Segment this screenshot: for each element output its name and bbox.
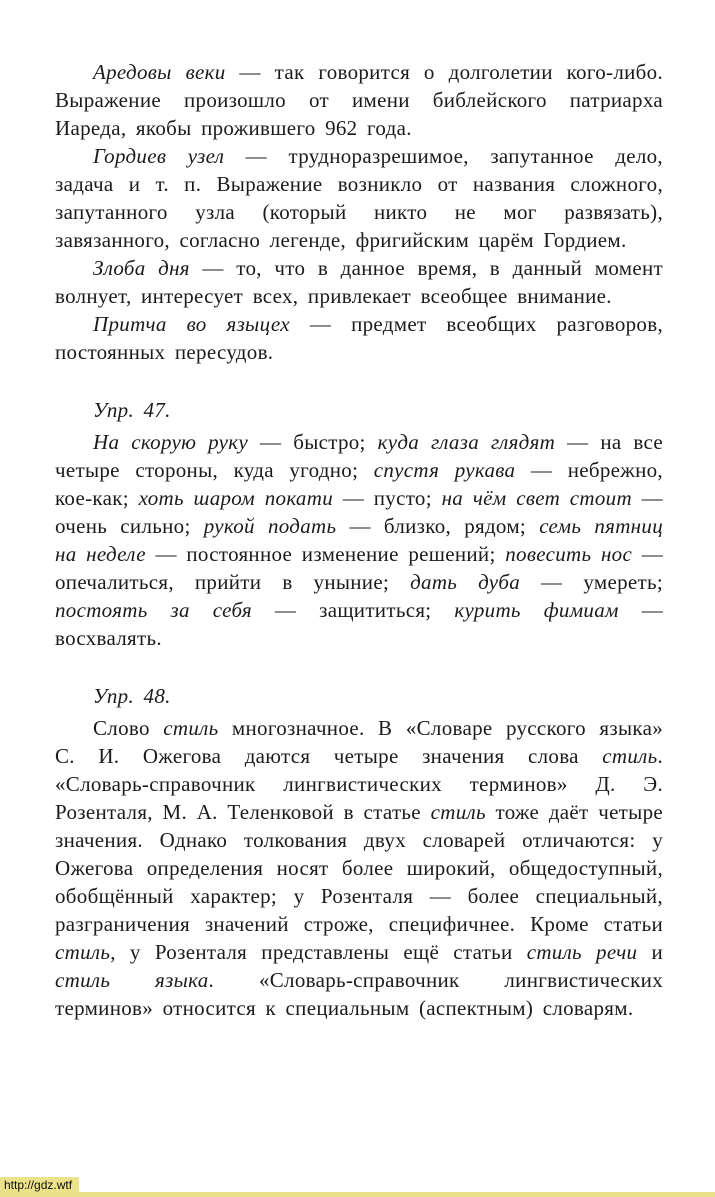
italic-term: Злоба дня xyxy=(93,256,190,280)
paragraph xyxy=(55,58,663,142)
italic-term: куда глаза глядят xyxy=(377,430,556,454)
italic-term: стиль xyxy=(163,716,219,740)
text-segment: Слово xyxy=(93,716,164,740)
text-segment: — опечалиться, прийти в уныние; xyxy=(55,542,664,594)
italic-term: дать дуба xyxy=(410,570,521,594)
italic-term: Упр. 48. xyxy=(93,684,171,708)
text-segment: — на все четыре стороны, куда угодно; xyxy=(55,430,664,482)
text-segment: многозначное. В «Словаре русского языка» С. И. Ожегова даются четыре значения слова xyxy=(55,716,663,768)
text-segment: — так говорится о долголетии кого-либо. Выражение произошло от имени библейского патриарха Иареда, якобы прожившего 962 года. xyxy=(55,60,663,140)
italic-term: Гордиев узел xyxy=(93,144,225,168)
italic-term: стиль xyxy=(602,744,658,768)
text-segment: — быстро; xyxy=(248,430,378,454)
text-segment: — то, что в данное время, в данный момент волнует, интересует всех, привлекает всеобщее внимание. xyxy=(55,256,663,308)
paragraph xyxy=(55,254,663,310)
exercise-heading xyxy=(55,682,663,710)
italic-term: семь пятниц на неделе xyxy=(55,514,663,566)
text-segment: — восхвалять. xyxy=(55,598,663,650)
italic-term: Аредовы веки xyxy=(93,60,226,84)
text-segment: — трудноразрешимое, запутанное дело, задача и т. п. Выражение возникло от названия сложного, запутанного узла (который никто не мог развязать), завязанного, согласно легенде, фригийским царём Гордием. xyxy=(55,144,663,252)
text-segment: — небрежно, кое-как; xyxy=(55,458,663,510)
text-segment: — защититься; xyxy=(251,598,455,622)
text-segment: . «Словарь-справочник лингвистических терминов» относится к специальным (аспектным) словарям. xyxy=(55,968,664,1020)
italic-term: спустя рукава xyxy=(373,458,516,482)
exercise-heading xyxy=(55,396,663,424)
italic-term: Притча во языцех xyxy=(93,312,290,336)
paragraph xyxy=(55,142,663,254)
italic-term: на чём свет стоит xyxy=(441,486,632,510)
text-segment: и xyxy=(637,940,663,964)
text-segment: — очень сильно; xyxy=(55,486,663,538)
text-segment: — умереть; xyxy=(520,570,663,594)
text-segment: — постоянное изменение решений; xyxy=(145,542,506,566)
text-segment: , у Розенталя представлены ещё статьи xyxy=(110,940,527,964)
watermark-badge: http://gdz.wtf xyxy=(0,1177,79,1194)
italic-term: Упр. 47. xyxy=(93,398,171,422)
paragraph xyxy=(55,714,663,1022)
paragraph xyxy=(55,428,663,652)
text-segment: — близко, рядом; xyxy=(336,514,540,538)
italic-term: На скорую руку xyxy=(93,430,249,454)
italic-term: курить фимиам xyxy=(454,598,619,622)
italic-term: стиль речи xyxy=(526,940,638,964)
italic-term: повесить нос xyxy=(505,542,633,566)
italic-term: стиль xyxy=(430,800,486,824)
paragraph xyxy=(55,310,663,366)
italic-term: рукой подать xyxy=(203,514,337,538)
italic-term: стиль xyxy=(55,940,111,964)
page-text xyxy=(55,58,663,1022)
text-segment: — пусто; xyxy=(333,486,442,510)
text-segment: тоже даёт четыре значения. Однако толкования двух словарей отличаются: у Ожегова определения носят более широкий, общедоступный, обобщённый характер; у Розенталя — более специальный, разграничения значений строже, специфичнее. Кроме статьи xyxy=(55,800,663,936)
italic-term: постоять за себя xyxy=(55,598,252,622)
bottom-yellow-bar xyxy=(0,1192,715,1197)
text-segment: — предмет всеобщих разговоров, постоянных пересудов. xyxy=(55,312,663,364)
italic-term: хоть шаром покати xyxy=(138,486,333,510)
text-segment: . «Словарь-справочник лингвистических терминов» Д. Э. Розенталя, М. А. Теленковой в статье xyxy=(55,744,663,824)
italic-term: стиль языка xyxy=(55,968,209,992)
